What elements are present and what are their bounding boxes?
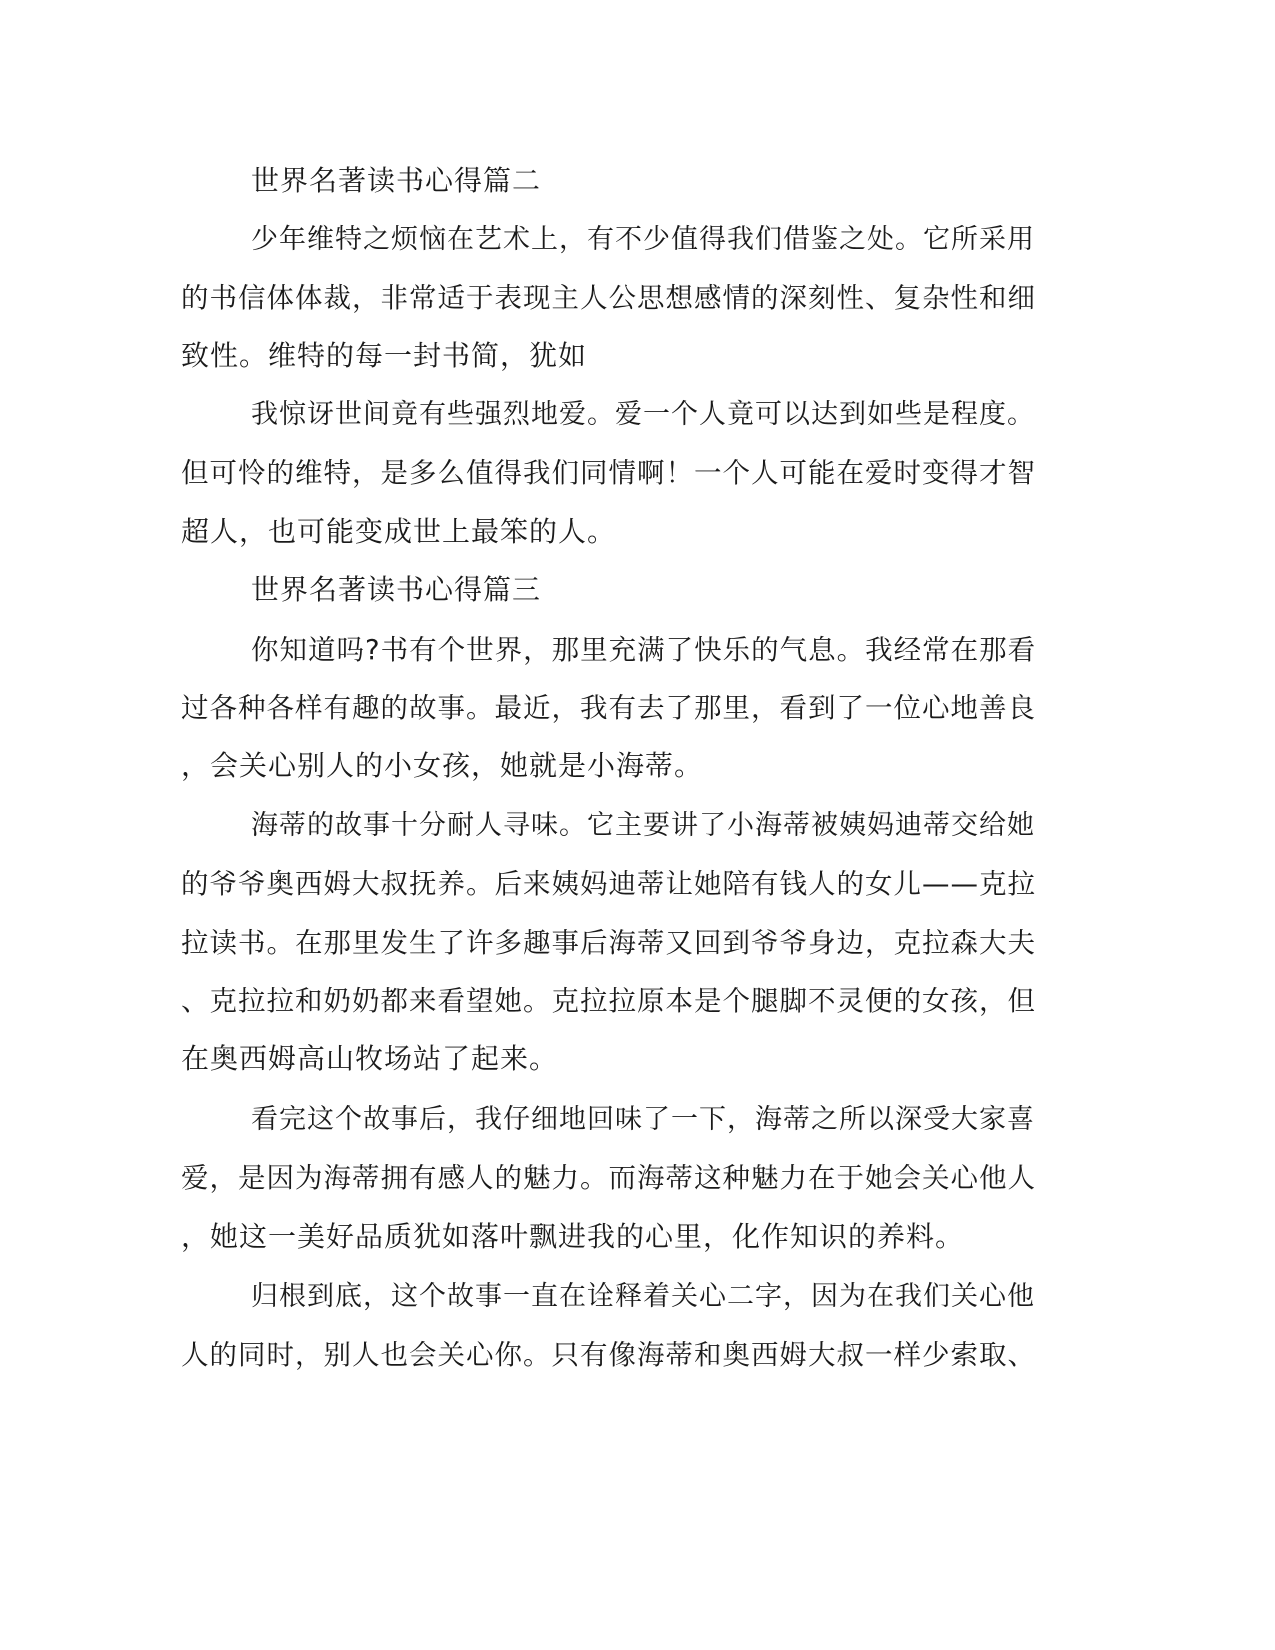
paragraph-line: 人的同时，别人也会关心你。只有像海蒂和奥西姆大叔一样少索取、 bbox=[181, 1339, 1036, 1371]
paragraph-line: 海蒂的故事十分耐人寻味。它主要讲了小海蒂被姨妈迪蒂交给她 bbox=[251, 810, 1035, 841]
paragraph-line: ，她这一美好品质犹如落叶飘进我的心里，化作知识的养料。 bbox=[181, 1220, 965, 1253]
paragraph-line: 少年维特之烦恼在艺术上，有不少值得我们借鉴之处。它所采用 bbox=[251, 224, 1035, 255]
paragraph-line: 致性。维特的每一封书简，犹如 bbox=[181, 339, 588, 372]
paragraph-line: 的爷爷奥西姆大叔抚养。后来姨妈迪蒂让她陪有钱人的女儿——克拉 bbox=[181, 868, 1036, 900]
paragraph-line: 超人，也可能变成世上最笨的人。 bbox=[181, 515, 617, 548]
paragraph-line: 我惊讶世间竟有些强烈地爱。爱一个人竟可以达到如些是程度。 bbox=[251, 399, 1035, 430]
paragraph-line: 你知道吗?书有个世界，那里充满了快乐的气息。我经常在那看 bbox=[251, 634, 1037, 666]
paragraph-line: 在奥西姆高山牧场站了起来。 bbox=[181, 1042, 559, 1075]
paragraph-line: 看完这个故事后，我仔细地回味了一下，海蒂之所以深受大家喜 bbox=[251, 1104, 1035, 1135]
paragraph-line: 拉读书。在那里发生了许多趣事后海蒂又回到爷爷身边，克拉森大夫 bbox=[181, 927, 1036, 959]
paragraph-line: 、克拉拉和奶奶都来看望她。克拉拉原本是个腿脚不灵便的女孩，但 bbox=[181, 985, 1036, 1017]
paragraph-line: 归根到底，这个故事一直在诠释着关心二字，因为在我们关心他 bbox=[251, 1281, 1035, 1312]
paragraph-line: 的书信体体裁，非常适于表现主人公思想感情的深刻性、复杂性和细 bbox=[181, 282, 1036, 314]
paragraph-line: 但可怜的维特，是多么值得我们同情啊！一个人可能在爱时变得才智 bbox=[181, 457, 1036, 489]
section-heading: 世界名著读书心得篇三 bbox=[251, 573, 542, 606]
section-heading: 世界名著读书心得篇二 bbox=[251, 164, 542, 197]
paragraph-line: 过各种各样有趣的故事。最近，我有去了那里，看到了一位心地善良 bbox=[181, 692, 1036, 724]
paragraph-line: ，会关心别人的小女孩，她就是小海蒂。 bbox=[181, 749, 704, 782]
paragraph-line: 爱，是因为海蒂拥有感人的魅力。而海蒂这种魅力在于她会关心他人 bbox=[181, 1162, 1036, 1194]
